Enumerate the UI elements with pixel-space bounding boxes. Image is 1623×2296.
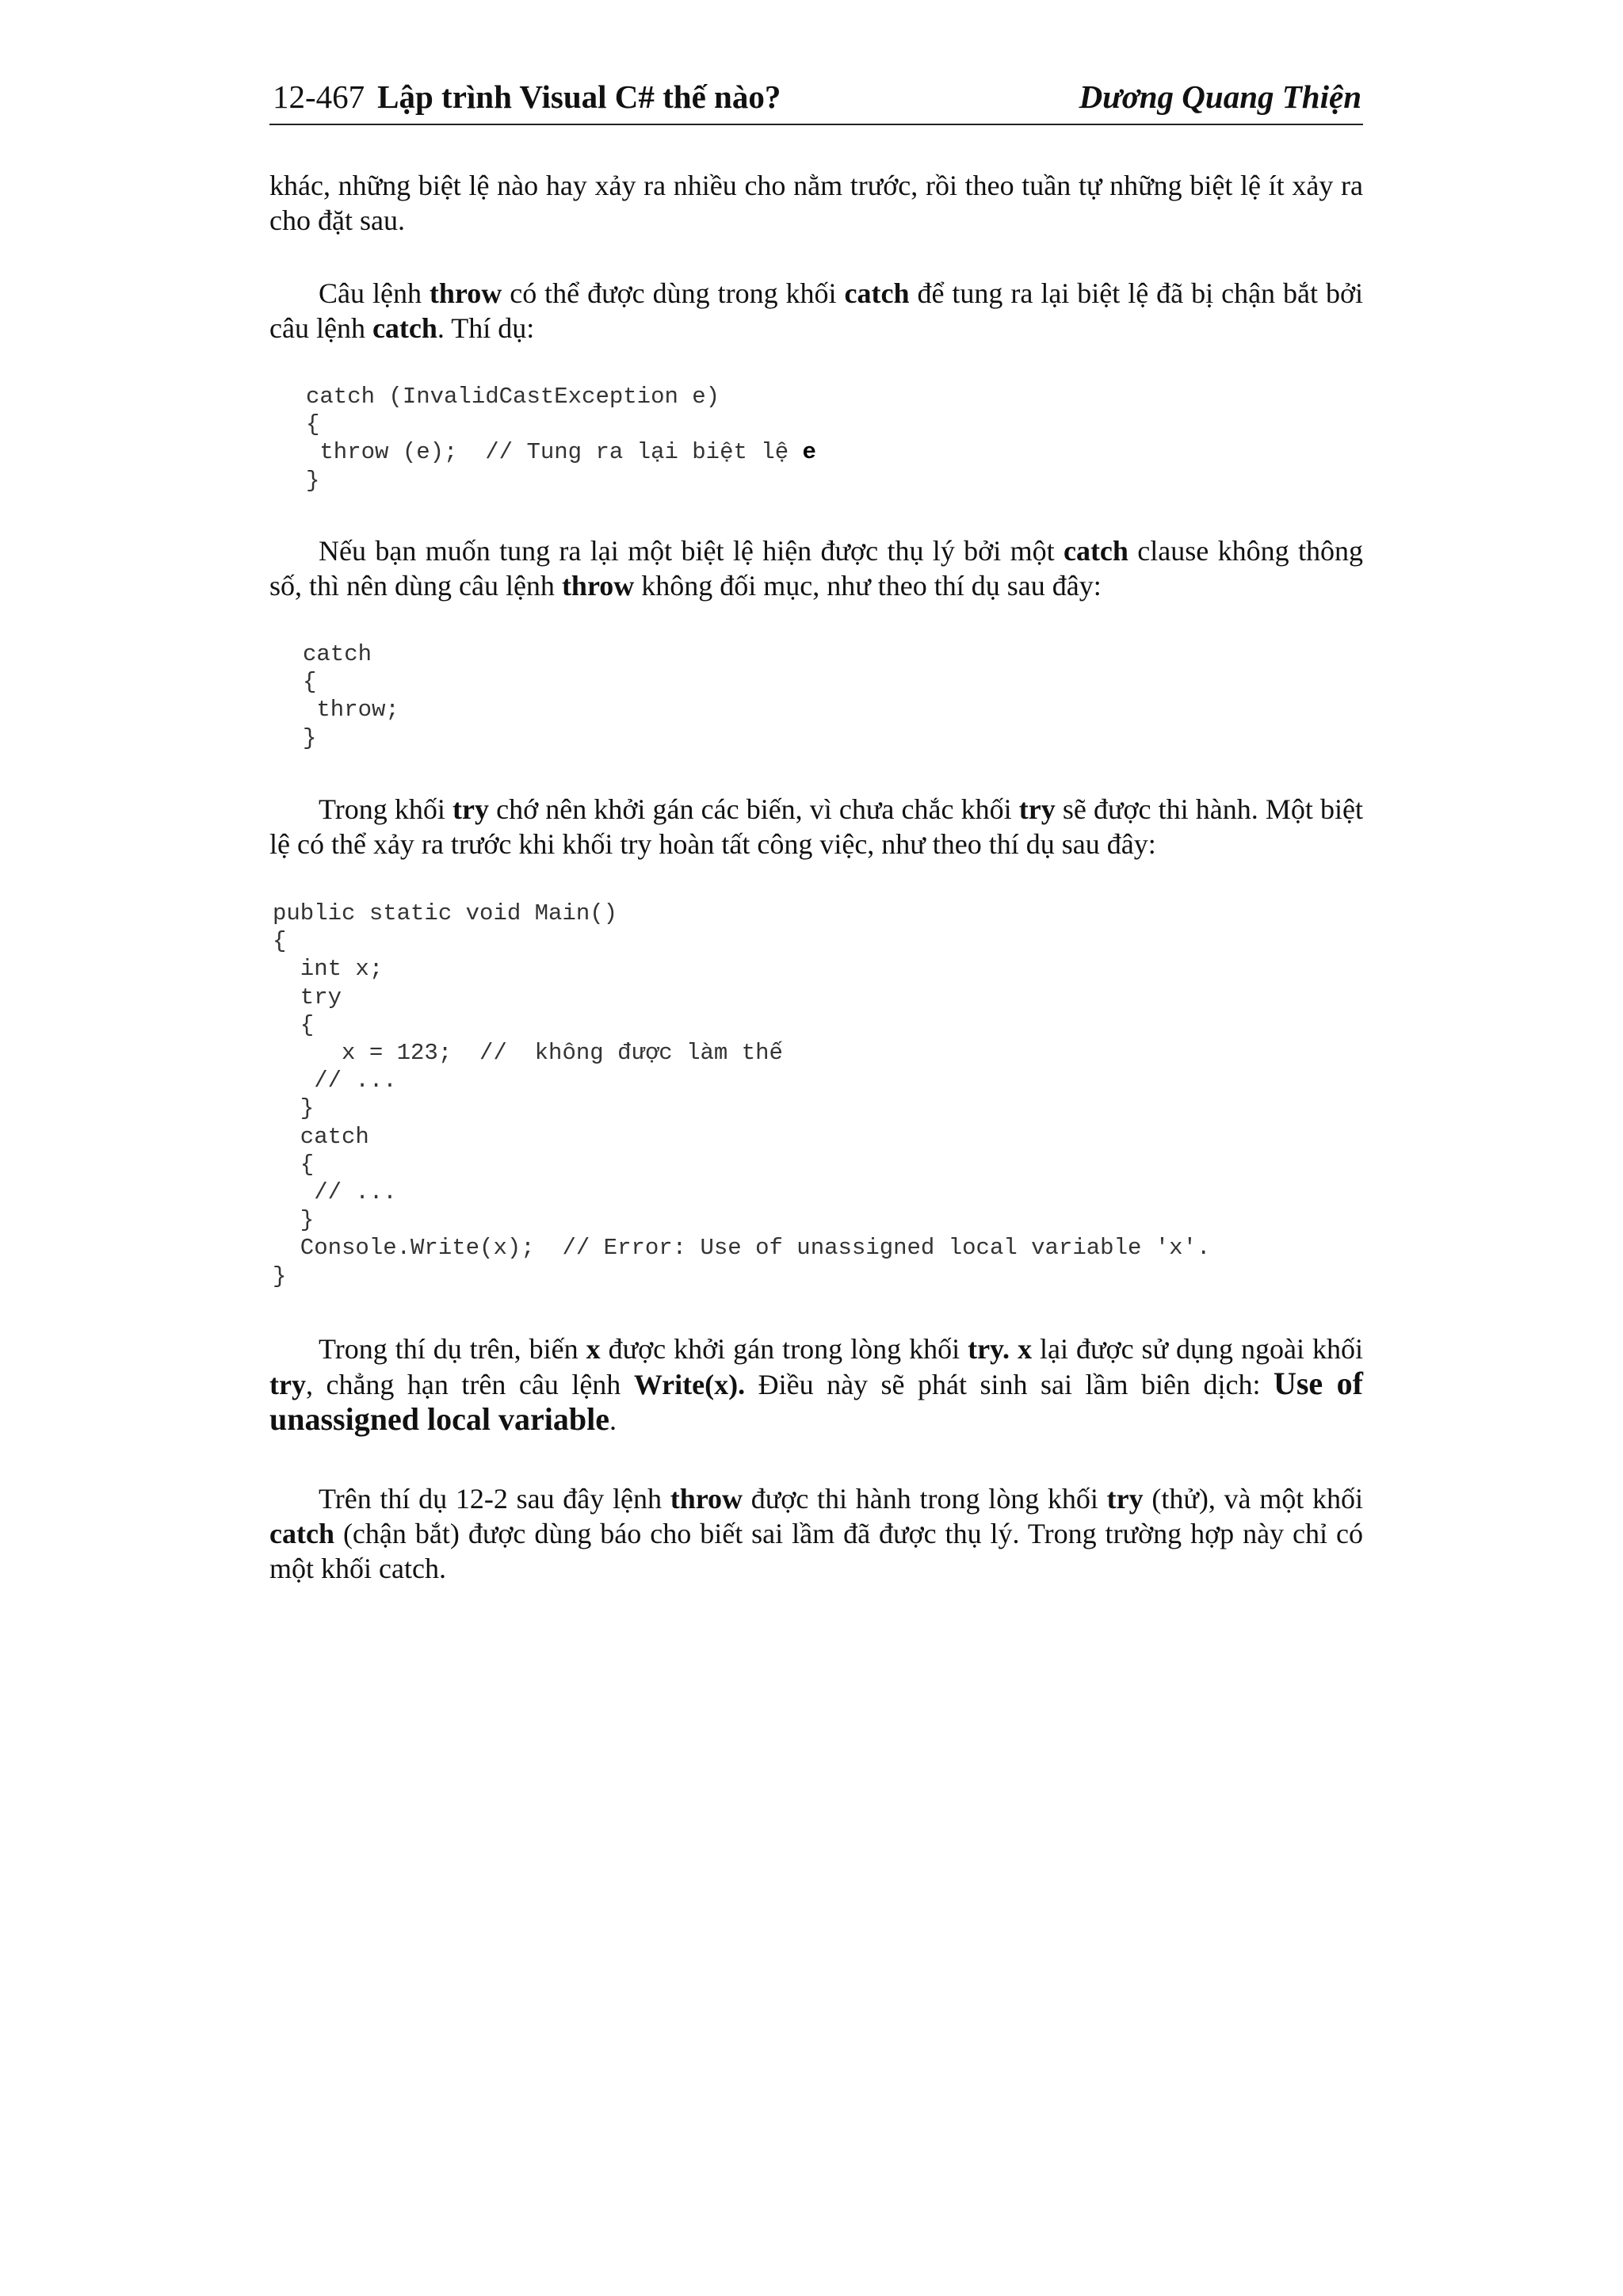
text-run: (chận bắt) được dùng báo cho biết sai lầm đã được thụ lý. Trong trường hợp này chỉ có một khối catch. [269, 1518, 1363, 1584]
text-run: để tung ra lại biệt lệ đã bị chận bắt bởi câu lệnh [269, 277, 1363, 344]
variable-x: x [1018, 1333, 1033, 1365]
variable-x: x [586, 1333, 601, 1365]
keyword-throw: throw [670, 1483, 743, 1515]
keyword-try: try. [968, 1333, 1010, 1365]
keyword-throw: throw [561, 570, 635, 602]
code-bold-var: e [802, 439, 816, 466]
text-run: Trên thí dụ 12-2 sau đây lệnh [319, 1483, 670, 1515]
code-snippet-bare-throw: catch { throw; } [303, 641, 399, 751]
error-message: Use of unassigned local variable [269, 1366, 1363, 1437]
text-run: Trong khối [319, 793, 453, 825]
text-run: Điều này sẽ phát sinh sai lầm biên dịch: [745, 1369, 1274, 1400]
text-run: Trong thí dụ trên, biến [319, 1333, 586, 1365]
keyword-catch: catch [269, 1518, 334, 1549]
text-run: . Thí dụ: [437, 312, 535, 344]
text-run: Nếu bạn muốn tung ra lại một biệt lệ hiện được thụ lý bởi một [319, 535, 1064, 567]
paragraph-try-init [269, 792, 1363, 861]
page-header [269, 78, 1363, 125]
paragraph-example-12-2 [269, 1481, 1363, 1586]
text-run: (thử), và một khối [1143, 1483, 1363, 1515]
keyword-catch: catch [1063, 535, 1128, 567]
code-line: catch (InvalidCastException e) [306, 384, 720, 410]
keyword-try: try [1018, 793, 1056, 825]
text-run [1010, 1333, 1018, 1365]
text-run: Câu lệnh [319, 277, 430, 309]
keyword-catch: catch [372, 312, 437, 344]
text-run: . [609, 1404, 617, 1436]
page-number: 12-467 [273, 78, 365, 115]
text-run: được thi hành trong lòng khối [743, 1483, 1107, 1515]
book-title: Lập trình Visual C# thế nào? [377, 78, 781, 115]
code-line: throw (e); // Tung ra lại biệt lệ [306, 439, 803, 466]
keyword-try: try [1106, 1483, 1144, 1515]
keyword-try: try [269, 1369, 306, 1400]
keyword-catch: catch [844, 277, 910, 309]
keyword-try: try [452, 793, 489, 825]
paragraph-continuation: khác, những biệt lệ nào hay xảy ra nhiều cho nằm trước, rồi theo tuần tự những biệt lệ ít xảy ra cho đặt sau. [269, 170, 1363, 236]
author-name: Dương Quang Thiện [1079, 78, 1361, 115]
text-run: sẽ được thi hành. Một biệt lệ có thể xảy ra trước khi khối try hoàn tất công việc, như theo thí dụ sau đây: [269, 793, 1364, 860]
keyword-throw: throw [429, 277, 502, 309]
text-run: không đối mục, như theo thí dụ sau đây: [634, 570, 1102, 602]
text-run: lại được sử dụng ngoài khối [1032, 1333, 1364, 1365]
text-run: , chẳng hạn trên câu lệnh [305, 1369, 634, 1400]
code-line: } [306, 467, 320, 494]
code-snippet-main: public static void Main() { int x; try { x = 123; // không được làm thế // ... } catch { // ... } Console.Write(x); // Error: Use of unassigned local variable 'x'. } [273, 900, 1211, 1289]
method-write: Write(x). [633, 1369, 746, 1400]
text-run: clause không thông số, thì nên dùng câu lệnh [269, 535, 1363, 602]
paragraph-unassigned-error [269, 1331, 1363, 1438]
paragraph-throw-intro [269, 276, 1363, 346]
code-snippet-rethrow [306, 383, 816, 495]
text-run: có thể được dùng trong khối [502, 277, 845, 309]
header-left [273, 78, 781, 116]
paragraph-rethrow-no-param [269, 533, 1363, 603]
text-run: được khởi gán trong lòng khối [600, 1333, 968, 1365]
text-run: chớ nên khởi gán các biến, vì chưa chắc khối [488, 793, 1019, 825]
code-line: { [306, 411, 320, 438]
